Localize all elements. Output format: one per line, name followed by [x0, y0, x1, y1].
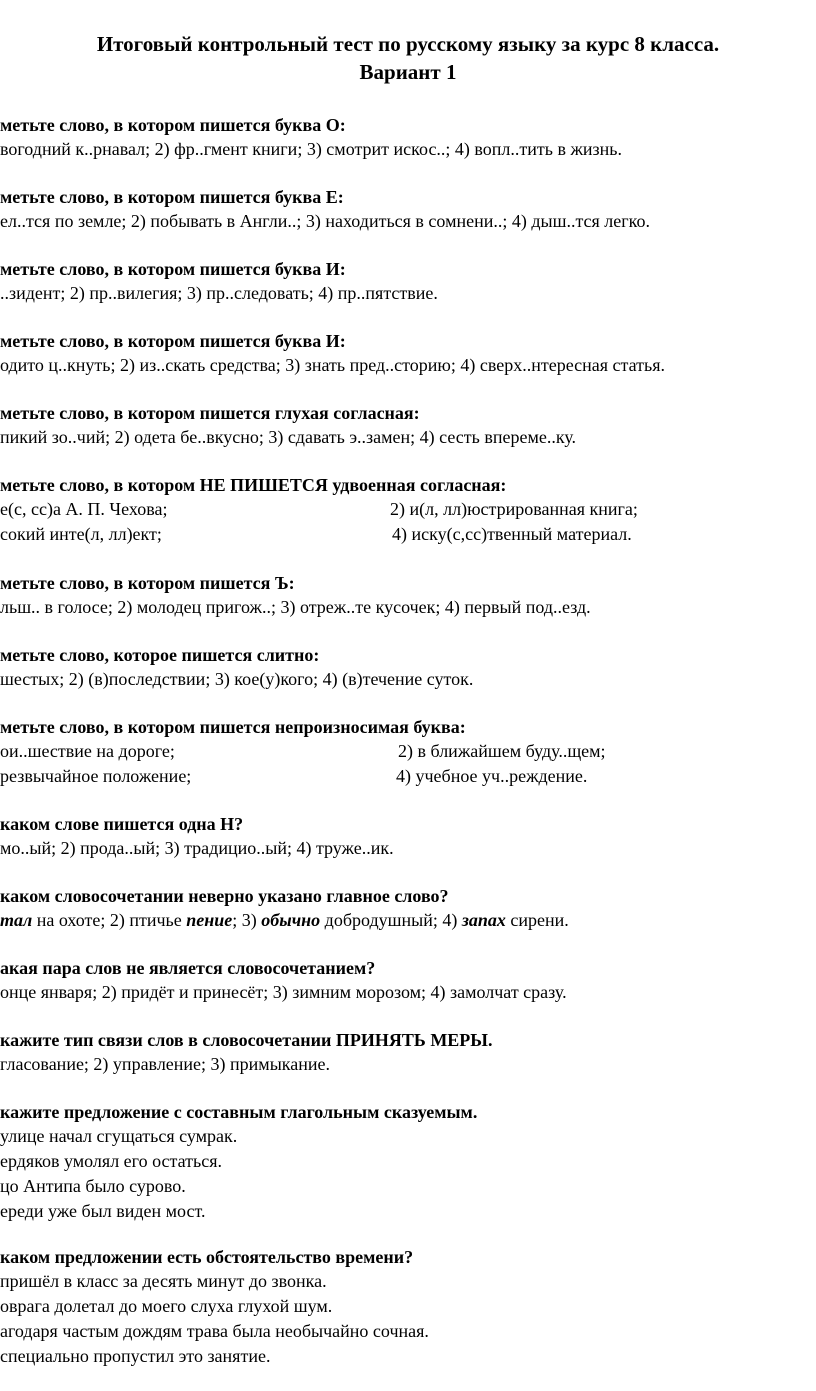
option-1: ои..шествие на дороге;	[0, 741, 175, 761]
options-line: ел..тся по земле; 2) побывать в Англи..; 3) находиться в сомнени..; 4) дыш..тся легко.	[0, 211, 650, 231]
question-text: метьте слово, в котором пишется глухая согласная:	[0, 403, 420, 423]
options-line	[0, 497, 816, 522]
question-5	[0, 401, 816, 450]
question-11	[0, 884, 816, 933]
option-2: 2) в ближайшем буду..щем;	[398, 741, 606, 761]
options-line	[0, 764, 816, 789]
question-text: метьте слово, в котором пишется буква И:	[0, 331, 346, 351]
options-line: ердяков умолял его остаться.	[0, 1151, 222, 1171]
question-text: каком слове пишется одна Н?	[0, 814, 244, 834]
question-12	[0, 956, 816, 1005]
main-word-2: пение	[186, 910, 233, 930]
question-text: метьте слово, в котором НЕ ПИШЕТСЯ удвоенная согласная:	[0, 475, 507, 495]
question-text: метьте слово, в котором пишется буква Е:	[0, 187, 344, 207]
options-line: онце января; 2) придёт и принесёт; 3) зимним морозом; 4) замолчат сразу.	[0, 982, 567, 1002]
question-text: метьте слово, которое пишется слитно:	[0, 645, 320, 665]
question-text: каком словосочетании неверно указано главное слово?	[0, 886, 449, 906]
option-3: резвычайное положение;	[0, 766, 192, 786]
options-line: шестых; 2) (в)последствии; 3) кое(у)кого; 4) (в)течение суток.	[0, 669, 474, 689]
question-13	[0, 1028, 816, 1077]
options-line: улице начал сгущаться сумрак.	[0, 1126, 238, 1146]
options-line: льш.. в голосе; 2) молодец пригож..; 3) отреж..те кусочек; 4) первый под..езд.	[0, 597, 591, 617]
options-line: ереди уже был виден мост.	[0, 1201, 206, 1221]
question-6	[0, 473, 816, 547]
question-4	[0, 329, 816, 378]
question-text: метьте слово, в котором пишется Ъ:	[0, 573, 295, 593]
question-text: акая пара слов не является словосочетанием?	[0, 958, 376, 978]
main-word-1: тал	[0, 910, 33, 930]
question-text: метьте слово, в котором пишется буква И:	[0, 259, 346, 279]
question-text: метьте слово, в котором пишется буква О:	[0, 115, 346, 135]
options-line: оврага долетал до моего слуха глухой шум.	[0, 1296, 333, 1316]
question-10	[0, 812, 816, 861]
options-line: пикий зо..чий; 2) одета бе..вкусно; 3) сдавать э..замен; 4) сесть впереме..ку.	[0, 427, 577, 447]
question-text: каком предложении есть обстоятельство времени?	[0, 1247, 414, 1267]
main-word-3: обычно	[261, 910, 321, 930]
question-1	[0, 113, 816, 162]
title-line-2: Вариант 1	[359, 60, 457, 84]
options-line	[0, 522, 816, 547]
question-8	[0, 643, 816, 692]
options-line: вогодний к..рнавал; 2) фр..гмент книги; 3) смотрит искос..; 4) вопл..тить в жизнь.	[0, 139, 623, 159]
question-15	[0, 1245, 816, 1369]
options-line: ..зидент; 2) пр..вилегия; 3) пр..следовать; 4) пр..пятствие.	[0, 283, 438, 303]
question-2	[0, 185, 816, 234]
options-line	[0, 739, 816, 764]
question-9	[0, 715, 816, 789]
question-text: кажите предложение с составным глагольным сказуемым.	[0, 1102, 478, 1122]
options-line: агодаря частым дождям трава была необычайно сочная.	[0, 1321, 429, 1341]
options-line: одито ц..кнуть; 2) из..скать средства; 3) знать пред..сторию; 4) сверх..нтересная статья.	[0, 355, 666, 375]
options-line: цо Антипа было сурово.	[0, 1176, 186, 1196]
option-4: 4) учебное уч..реждение.	[396, 766, 588, 786]
question-text: метьте слово, в котором пишется непроизносимая буква:	[0, 717, 466, 737]
title-line-1: Итоговый контрольный тест по русскому языку за курс 8 класса.	[96, 32, 720, 56]
question-7	[0, 571, 816, 620]
options-line: пришёл в класс за десять минут до звонка.	[0, 1271, 327, 1291]
option-1: е(с, сс)а А. П. Чехова;	[0, 499, 168, 519]
option-3: сокий инте(л, лл)ект;	[0, 524, 162, 544]
options-line: специально пропустил это занятие.	[0, 1346, 271, 1366]
main-word-4: запах	[461, 910, 506, 930]
question-14	[0, 1100, 816, 1224]
option-4: 4) иску(с,сс)твенный материал.	[392, 524, 632, 544]
page-title	[0, 30, 816, 86]
question-text: кажите тип связи слов в словосочетании ПРИНЯТЬ МЕРЫ.	[0, 1030, 493, 1050]
option-2: 2) и(л, лл)юстрированная книга;	[390, 499, 638, 519]
question-3	[0, 257, 816, 306]
options-line: мо..ый; 2) прода..ый; 3) традицио..ый; 4) труже..ик.	[0, 838, 394, 858]
options-line: тал на охоте; 2) птичье пение; 3) обычно добродушный; 4) запах сирени.	[0, 910, 569, 930]
options-line: гласование; 2) управление; 3) примыкание.	[0, 1054, 331, 1074]
